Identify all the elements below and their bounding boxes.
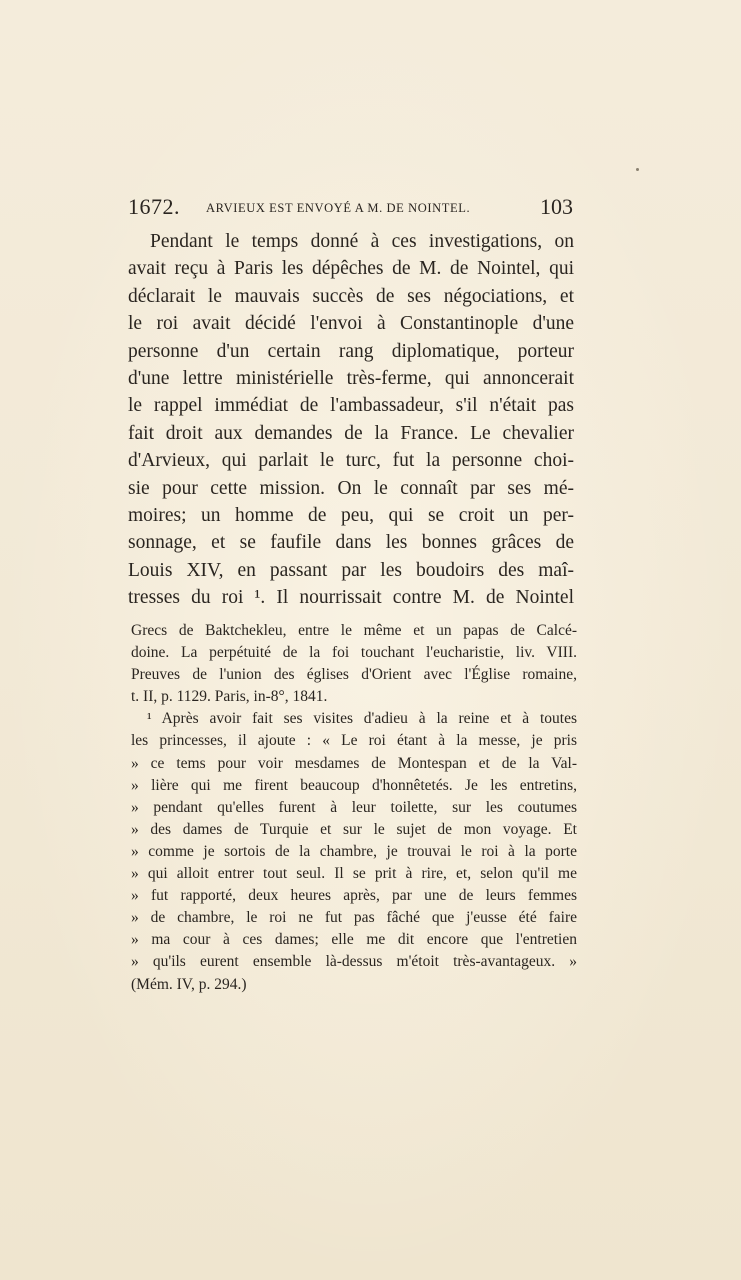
footnote-line: » lière qui me firent beaucoup d'honnêtetés. Je les entretins, bbox=[131, 776, 577, 794]
footnote-line: » qu'ils eurent ensemble là-dessus m'étoit très-avantageux. » bbox=[131, 953, 577, 971]
footnote-line: » fut rapporté, deux heures après, par une de leurs femmes bbox=[131, 887, 577, 905]
main-text bbox=[128, 228, 574, 611]
text-line: sonnage, et se faufile dans les bonnes grâces de bbox=[128, 532, 574, 554]
footnote-line: Grecs de Baktchekleu, entre le même et un papas de Calcé- bbox=[131, 622, 577, 639]
footnote-line: » qui alloit entrer tout seul. Il se prit à rire, et, selon qu'il me bbox=[131, 865, 577, 883]
page-number: 103 bbox=[540, 194, 573, 219]
paper-speck bbox=[636, 168, 639, 171]
footnote-line: (Mém. IV, p. 294.) bbox=[131, 975, 247, 993]
footnote-line: t. II, p. 1129. Paris, in-8°, 1841. bbox=[131, 688, 328, 706]
running-title: ARVIEUX EST ENVOYÉ A M. DE NOINTEL. bbox=[206, 201, 471, 215]
text-line: avait reçu à Paris les dépêches de M. de Nointel, qui bbox=[128, 258, 574, 280]
text-line: Louis XIV, en passant par les boudoirs des maî- bbox=[128, 559, 574, 581]
text-line: Pendant le temps donné à ces investigations, on bbox=[150, 231, 574, 252]
footnote-line: » de chambre, le roi ne fut pas fâché que j'eusse été faire bbox=[131, 909, 577, 927]
text-line: le rappel immédiat de l'ambassadeur, s'il n'était pas bbox=[128, 395, 574, 417]
footnote-line: Preuves de l'union des églises d'Orient avec l'Église romaine, bbox=[131, 666, 577, 684]
text-line: tresses du roi ¹. Il nourrissait contre M. de Nointel bbox=[128, 587, 574, 609]
page-header bbox=[128, 194, 573, 226]
footnote-line: » ce tems pour voir mesdames de Montespan et de la Val- bbox=[131, 754, 577, 772]
footnote-line: les princesses, il ajoute : « Le roi étant à la messe, je pris bbox=[131, 732, 577, 750]
footnote-line: » ma cour à ces dames; elle me dit encore que l'entretien bbox=[131, 931, 577, 949]
footnote-line: » comme je sortois de la chambre, je trouvai le roi à la porte bbox=[131, 842, 577, 860]
text-line: personne d'un certain rang diplomatique, porteur bbox=[128, 340, 574, 362]
footnote-line: » des dames de Turquie et sur le sujet de mon voyage. Et bbox=[131, 820, 577, 838]
text-line: le roi avait décidé l'envoi à Constantinople d'une bbox=[128, 313, 574, 335]
header-year: 1672. bbox=[128, 194, 180, 219]
text-line: moires; un homme de peu, qui se croit un per- bbox=[128, 504, 574, 526]
text-line: d'Arvieux, qui parlait le turc, fut la personne choi- bbox=[128, 450, 574, 472]
text-line: fait droit aux demandes de la France. Le chevalier bbox=[128, 422, 574, 444]
text-line: d'une lettre ministérielle très-ferme, qui annoncerait bbox=[128, 367, 574, 389]
footnote-line: ¹ Après avoir fait ses visites d'adieu à la reine et à toutes bbox=[147, 710, 577, 728]
text-line: déclarait le mauvais succès de ses négociations, et bbox=[128, 285, 574, 307]
footnote-line: doine. La perpétuité de la foi touchant l'eucharistie, liv. VIII. bbox=[131, 644, 577, 662]
footnote-line: » pendant qu'elles furent à leur toilette, sur les coutumes bbox=[131, 798, 577, 816]
text-line: sie pour cette mission. On le connaît par ses mé- bbox=[128, 477, 574, 499]
footnotes bbox=[131, 620, 577, 996]
